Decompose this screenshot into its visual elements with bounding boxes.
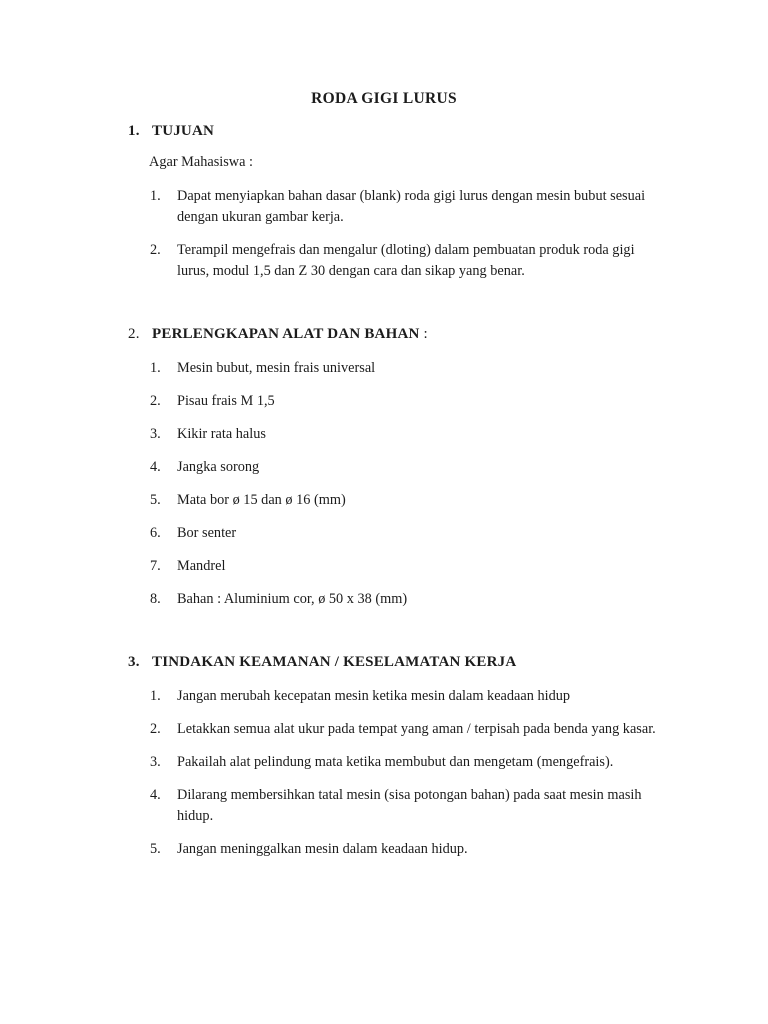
page-title: RODA GIGI LURUS: [311, 90, 457, 107]
list-item: [0, 686, 768, 707]
list-item: [0, 839, 768, 860]
list-item: [0, 424, 768, 445]
section-heading-text: TINDAKAN KEAMANAN / KESELAMATAN KERJA: [152, 654, 517, 670]
section-item-list: [0, 186, 768, 282]
item-number: 3.: [150, 754, 161, 770]
list-item: [0, 556, 768, 577]
item-number: 1.: [150, 188, 161, 204]
item-text: Mesin bubut, mesin frais universal: [177, 360, 376, 376]
item-number: 1.: [150, 360, 161, 376]
item-number: 5.: [150, 492, 161, 508]
item-text: Pakailah alat pelindung mata ketika membubut dan mengetam (mengefrais).: [177, 754, 614, 770]
item-text: Jangan meninggalkan mesin dalam keadaan hidup.: [177, 841, 468, 857]
section-heading: [152, 652, 516, 673]
list-item: [0, 523, 768, 544]
item-number: 5.: [150, 841, 161, 857]
item-text: Pisau frais M 1,5: [177, 393, 275, 409]
list-item: [0, 186, 768, 228]
section-number: 1.: [128, 123, 140, 139]
item-text: Jangka sorong: [177, 459, 260, 475]
item-text: Mandrel: [177, 558, 226, 574]
list-item: [0, 785, 768, 827]
section-heading-text: PERLENGKAPAN ALAT DAN BAHAN: [152, 326, 420, 342]
list-item: [0, 752, 768, 773]
item-text: Bor senter: [177, 525, 237, 541]
item-text: Letakkan semua alat ukur pada tempat yang aman / terpisah pada benda yang kasar.: [177, 721, 656, 737]
item-number: 2.: [150, 721, 161, 737]
section-intro: Agar Mahasiswa :: [149, 154, 254, 170]
item-text: Kikir rata halus: [177, 426, 266, 442]
list-item: [0, 240, 768, 282]
section-heading-row: [0, 652, 768, 673]
item-number: 3.: [150, 426, 161, 442]
list-item: [0, 589, 768, 610]
section-3: [0, 652, 768, 860]
section-item-list: [0, 686, 768, 860]
section-heading-row: [0, 324, 768, 345]
item-text: Terampil mengefrais dan mengalur (dloting) dalam pembuatan produk roda gigi lurus, modul 1,5 dan Z 30 dengan cara dan sikap yang benar.: [177, 242, 635, 279]
item-number: 6.: [150, 525, 161, 541]
section-1: [0, 121, 768, 282]
section-heading-row: [0, 121, 768, 142]
item-number: 2.: [150, 393, 161, 409]
item-number: 4.: [150, 787, 161, 803]
list-item: [0, 490, 768, 511]
item-text: Bahan : Aluminium cor, ø 50 x 38 (mm): [177, 591, 408, 607]
list-item: [0, 391, 768, 412]
section-heading-suffix: :: [419, 326, 428, 342]
item-number: 4.: [150, 459, 161, 475]
item-number: 2.: [150, 242, 161, 258]
item-text: Jangan merubah kecepatan mesin ketika mesin dalam keadaan hidup: [177, 688, 571, 704]
section-heading: [152, 324, 428, 345]
item-number: 7.: [150, 558, 161, 574]
section-2: [0, 324, 768, 610]
list-item: [0, 719, 768, 740]
item-number: 1.: [150, 688, 161, 704]
section-heading-text: TUJUAN: [152, 123, 215, 139]
item-text: Mata bor ø 15 dan ø 16 (mm): [177, 492, 346, 508]
item-number: 8.: [150, 591, 161, 607]
section-number: 3.: [128, 654, 140, 670]
section-item-list: [0, 358, 768, 610]
item-text: Dilarang membersihkan tatal mesin (sisa potongan bahan) pada saat mesin masih hidup.: [177, 787, 642, 824]
section-number: 2.: [128, 326, 140, 342]
list-item: [0, 358, 768, 379]
item-text: Dapat menyiapkan bahan dasar (blank) roda gigi lurus dengan mesin bubut sesuai dengan ukuran gambar kerja.: [177, 188, 646, 225]
section-heading: [152, 121, 214, 142]
document-body: [0, 121, 768, 860]
list-item: [0, 457, 768, 478]
